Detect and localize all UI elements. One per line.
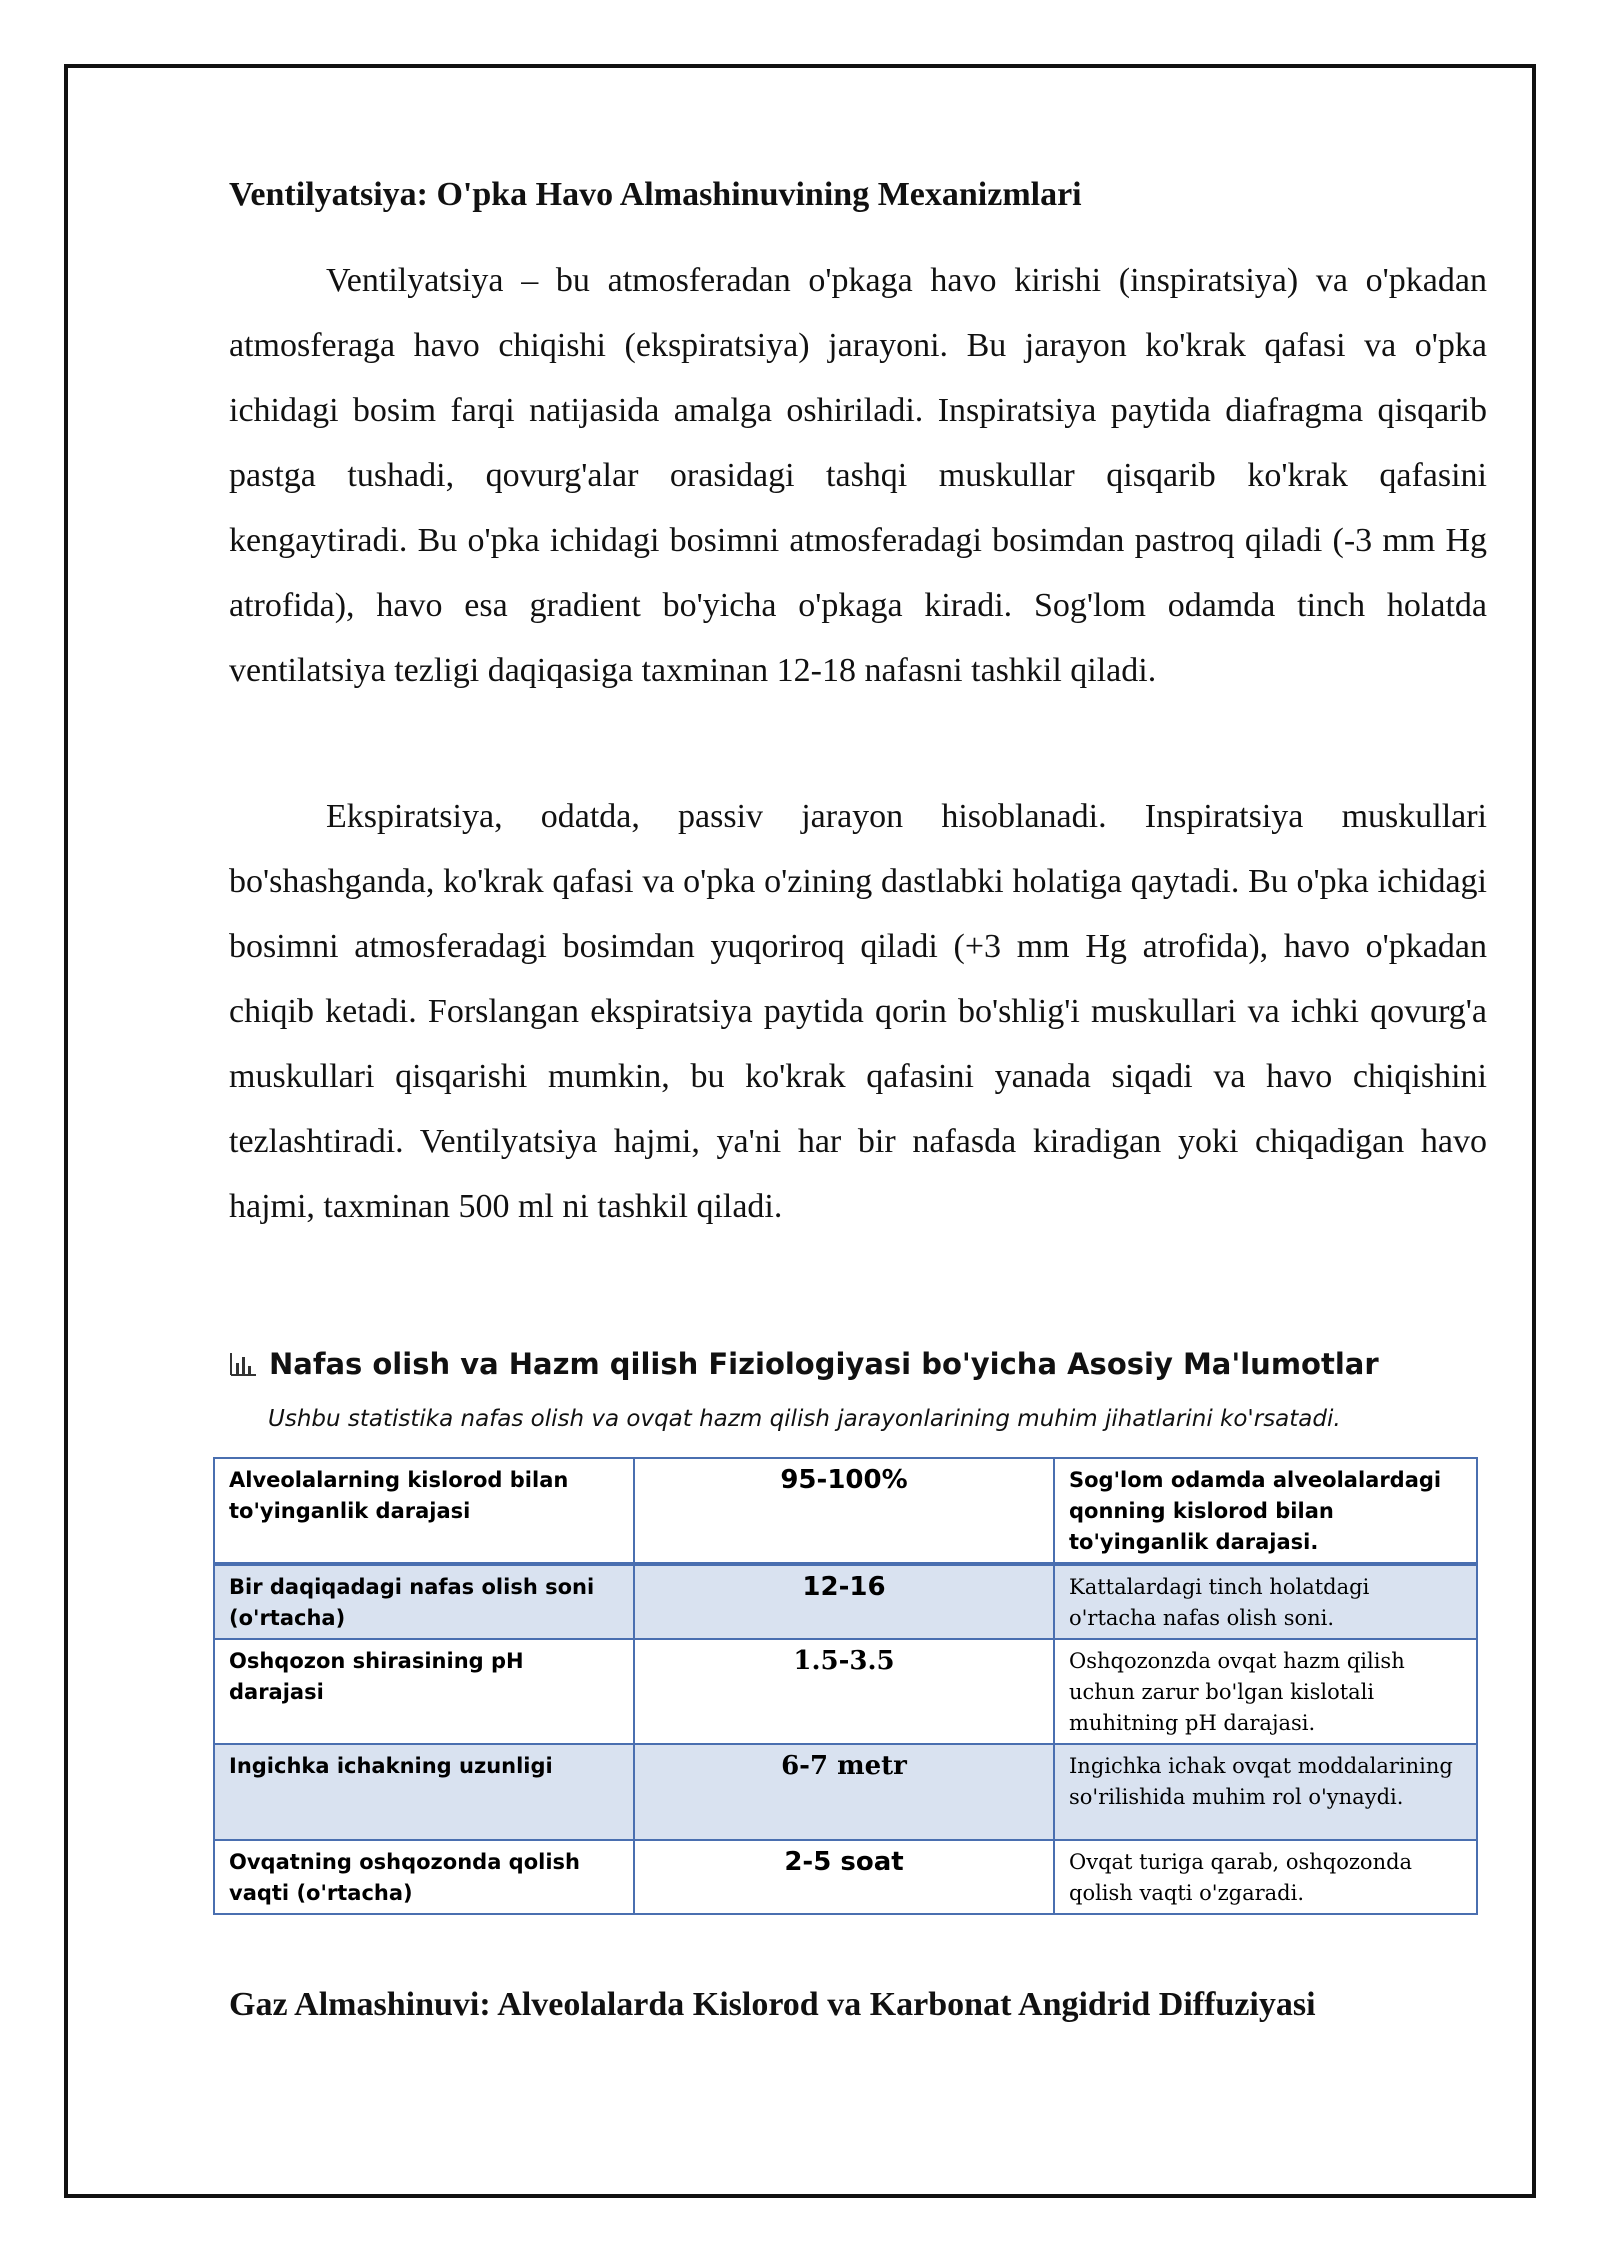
row-value: 6-7 metr <box>634 1744 1054 1840</box>
row-description: Kattalardagi tinch holatdagi o'rtacha nafas olish soni. <box>1054 1564 1477 1639</box>
table-row <box>214 1744 1477 1840</box>
stats-table <box>213 1457 1478 1915</box>
table-row <box>214 1840 1477 1914</box>
section-heading-ventilation: Ventilyatsiya: O'pka Havo Almashinuvining Mexanizmlari <box>229 176 1082 213</box>
stats-title: Nafas olish va Hazm qilish Fiziologiyasi bo'yicha Asosiy Ma'lumotlar <box>269 1347 1379 1381</box>
row-value: 1.5-3.5 <box>634 1639 1054 1744</box>
stats-subtitle: Ushbu statistika nafas olish va ovqat hazm qilish jarayonlarining muhim jihatlarini ko'rsatadi. <box>268 1406 1341 1432</box>
row-description: Oshqozonzda ovqat hazm qilish uchun zarur bo'lgan kislotali muhitning pH darajasi. <box>1054 1639 1477 1744</box>
row-description: Ingichka ichak ovqat moddalarining so'rilishida muhim rol o'ynaydi. <box>1054 1744 1477 1840</box>
table-row <box>214 1564 1477 1639</box>
row-value: 12-16 <box>634 1564 1054 1639</box>
row-value: 2-5 soat <box>634 1840 1054 1914</box>
row-description: Sog'lom odamda alveolalardagi qonning kislorod bilan to'yinganlik darajasi. <box>1054 1458 1477 1564</box>
row-description: Ovqat turiga qarab, oshqozonda qolish vaqti o'zgaradi. <box>1054 1840 1477 1914</box>
section-heading-gas-exchange: Gaz Almashinuvi: Alveolalarda Kislorod va Karbonat Angidrid Diffuziyasi <box>229 1986 1316 2023</box>
row-label: Oshqozon shirasining pH darajasi <box>214 1639 634 1744</box>
row-label: Ovqatning oshqozonda qolish vaqti (o'rtacha) <box>214 1840 634 1914</box>
table-row <box>214 1639 1477 1744</box>
stats-caption <box>229 1347 1379 1381</box>
paragraph-expiration: Ekspiratsiya, odatda, passiv jarayon hisoblanadi. Inspiratsiya muskullari bo'shashganda, ko'krak qafasi va o'pka o'zining dastlabki holatiga qaytadi. Bu o'pka ichidagi bosimni atmosferadagi bosimdan yuqoriroq qiladi (+3 mm Hg atrofida), havo o'pkadan chiqib ketadi. Forslangan ekspiratsiya paytida qorin bo'shlig'i muskullari va ichki qovurg'a muskullari qisqarishi mumkin, bu ko'krak qafasini yanada siqadi va havo chiqishini tezlashtiradi. Ventilyatsiya hajmi, ya'ni har bir nafasda kiradigan yoki chiqadigan havo hajmi, taxminan 500 ml ni tashkil qiladi. <box>229 798 1487 1225</box>
row-label: Bir daqiqadagi nafas olish soni (o'rtacha) <box>214 1564 634 1639</box>
row-value: 95-100% <box>634 1458 1054 1564</box>
row-label: Ingichka ichakning uzunligi <box>214 1744 634 1840</box>
table-row <box>214 1458 1477 1564</box>
paragraph-inspiration: Ventilyatsiya – bu atmosferadan o'pkaga havo kirishi (inspiratsiya) va o'pkadan atmosferaga havo chiqishi (ekspiratsiya) jarayoni. Bu jarayon ko'krak qafasi va o'pka ichidagi bosim farqi natijasida amalga oshiriladi. Inspiratsiya paytida diafragma qisqarib pastga tushadi, qovurg'alar orasidagi tashqi muskullar qisqarib ko'krak qafasini kengaytiradi. Bu o'pka ichidagi bosimni atmosferadagi bosimdan pastroq qiladi (-3 mm Hg atrofida), havo esa gradient bo'yicha o'pkaga kiradi. Sog'lom odamda tinch holatda ventilatsiya tezligi daqiqasiga taxminan 12-18 nafasni tashkil qiladi. <box>229 262 1487 689</box>
row-label: Alveolalarning kislorod bilan to'yinganlik darajasi <box>214 1458 634 1564</box>
bar-chart-icon <box>229 1351 257 1377</box>
